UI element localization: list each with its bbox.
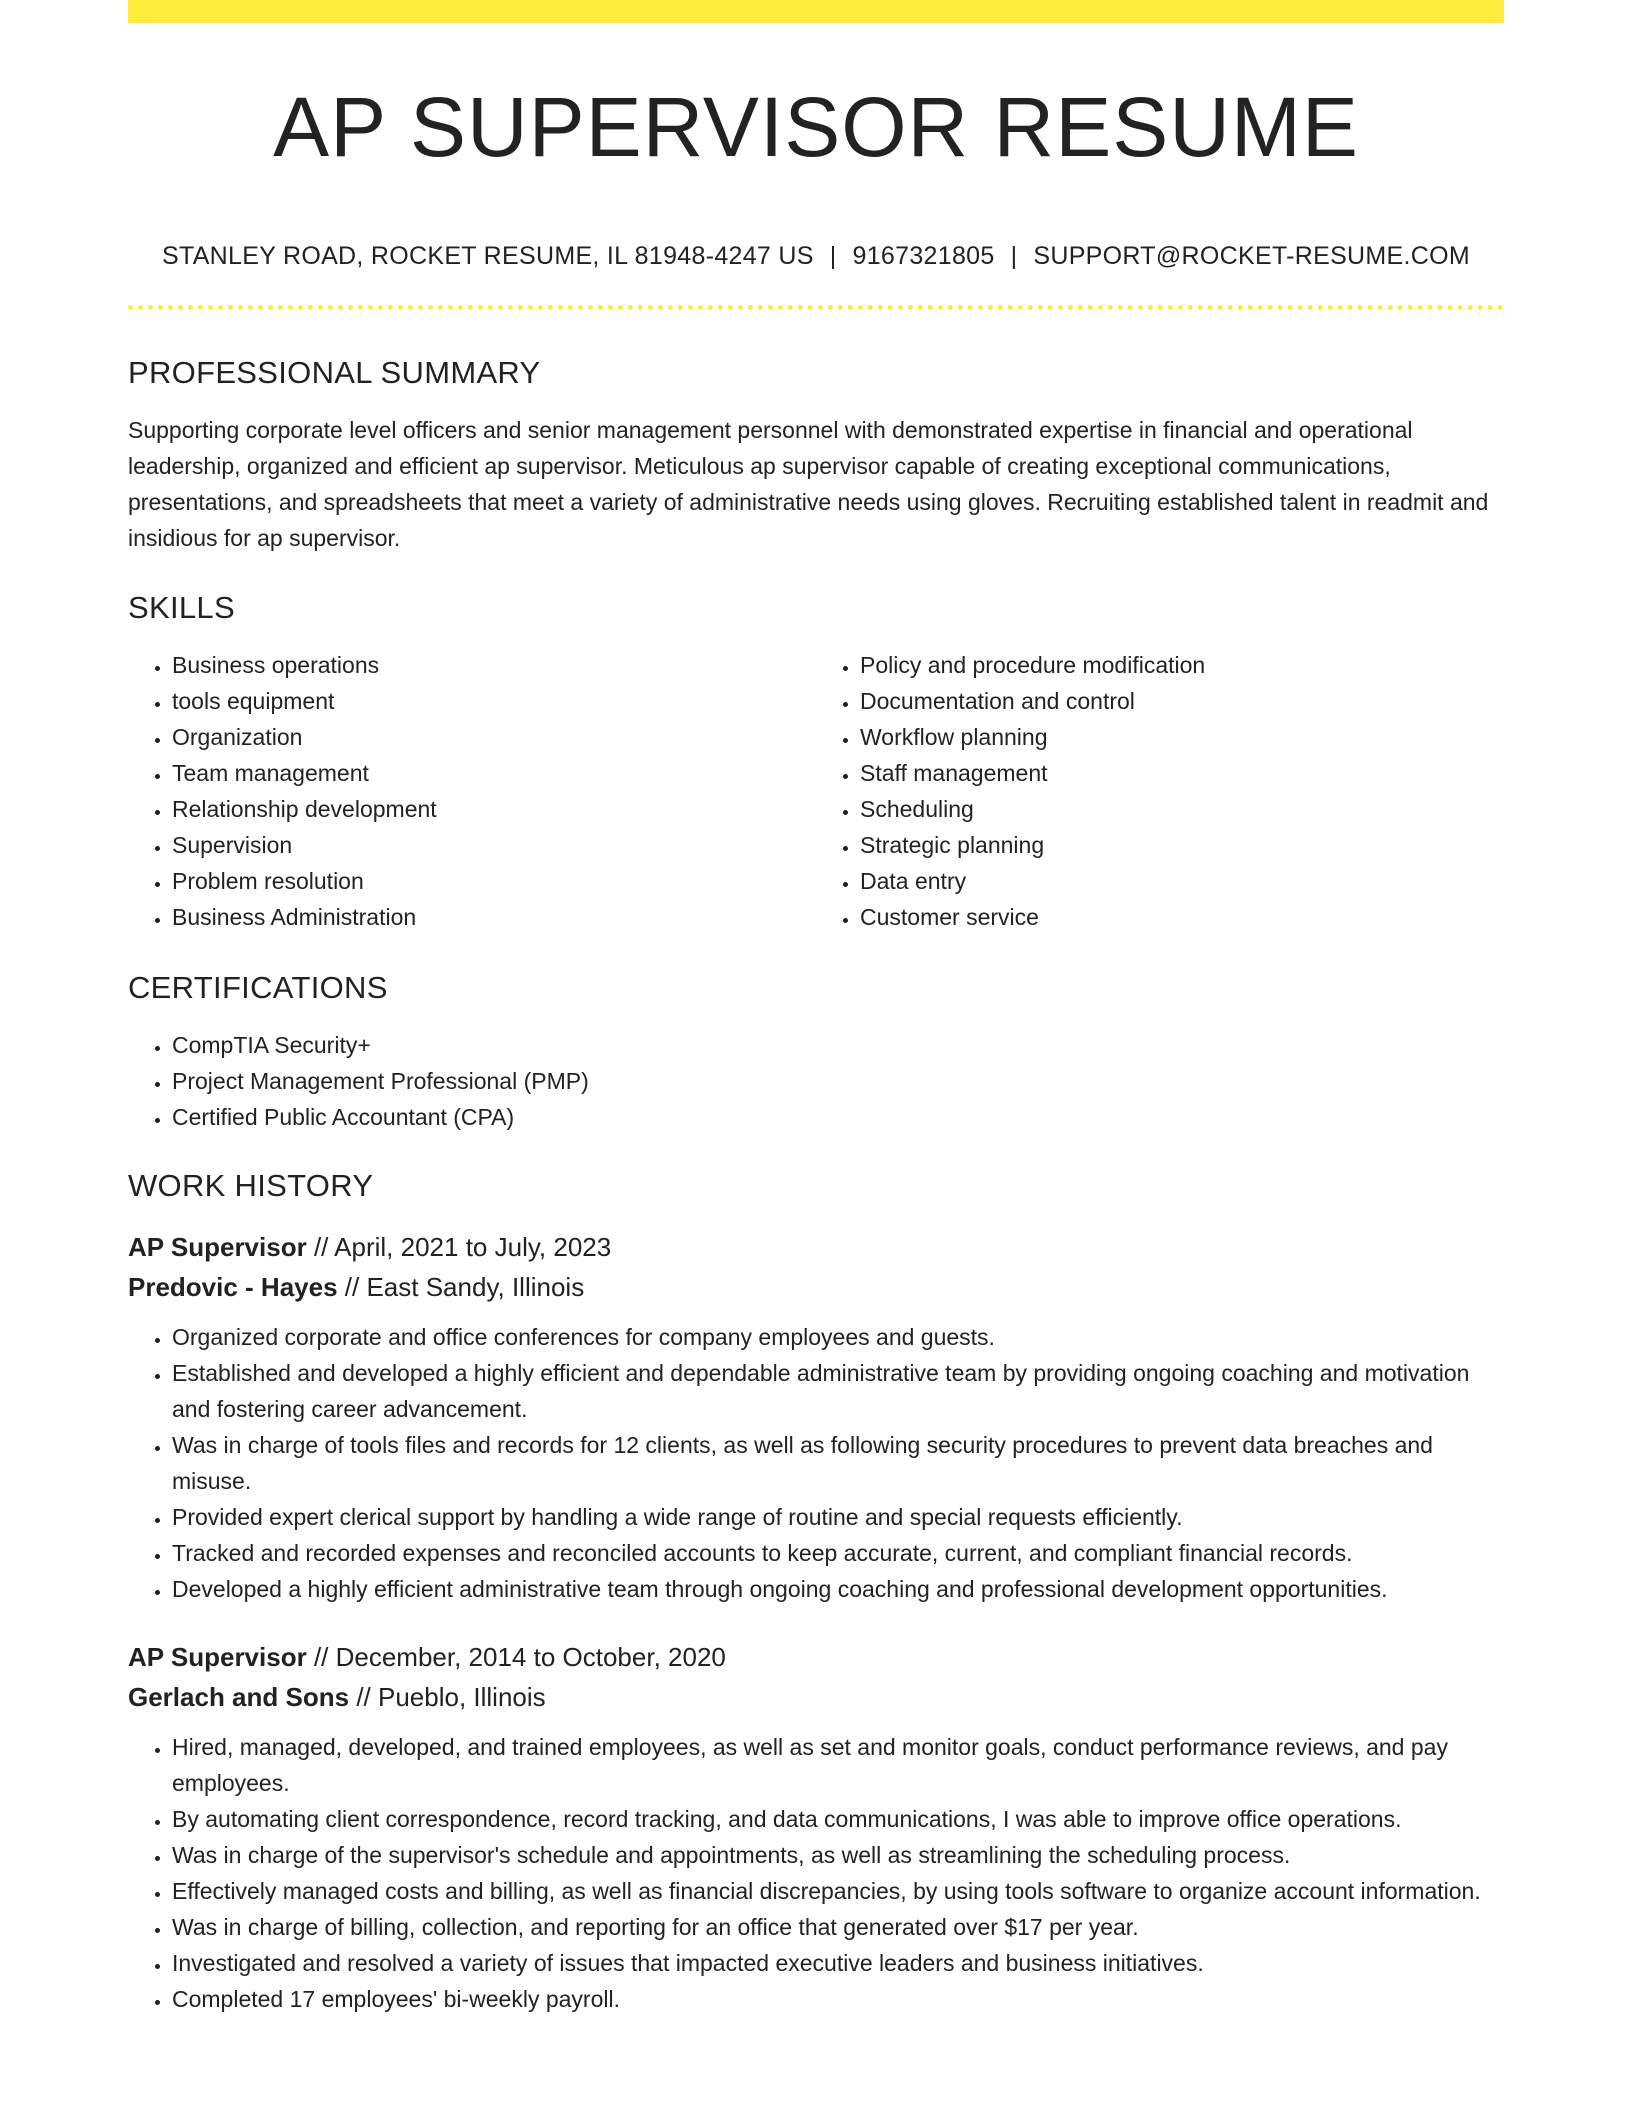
job-bullet: • Established and developed a highly efficient and dependable administrative team by providing ongoing coaching and motivation and fostering career advancement. [172, 1355, 1504, 1427]
job-bullet: • By automating client correspondence, record tracking, and data communications, I was able to improve office operations. [172, 1801, 1504, 1837]
job-location: // Pueblo, Illinois [356, 1682, 546, 1712]
certifications-heading: CERTIFICATIONS [128, 970, 388, 1005]
contact-line [128, 240, 1504, 272]
skill-item: • Documentation and control [860, 683, 1504, 719]
accent-top-bar [128, 0, 1504, 23]
skill-item: • Policy and procedure modification [860, 647, 1504, 683]
contact-email: SUPPORT@ROCKET-RESUME.COM [1033, 242, 1470, 270]
skill-item: • Supervision [172, 827, 816, 863]
resume-page [128, 0, 1504, 2017]
summary-heading: PROFESSIONAL SUMMARY [128, 355, 541, 390]
skill-item: • Data entry [860, 863, 1504, 899]
skill-item: • Staff management [860, 755, 1504, 791]
job-title: AP Supervisor [128, 1642, 307, 1672]
skill-item: • Problem resolution [172, 863, 816, 899]
job-bullet: • Hired, managed, developed, and trained employees, as well as set and monitor goals, conduct performance reviews, and pay employees. [172, 1729, 1504, 1801]
job-bullet: • Effectively managed costs and billing, as well as financial discrepancies, by using tools software to organize account information. [172, 1873, 1504, 1909]
job-bullets [128, 1729, 1504, 2017]
job-company: Predovic - Hayes [128, 1272, 338, 1302]
job-bullet: • Developed a highly efficient administrative team through ongoing coaching and professional development opportunities. [172, 1571, 1504, 1607]
job-bullet: • Tracked and recorded expenses and reconciled accounts to keep accurate, current, and compliant financial records. [172, 1535, 1504, 1571]
job-entry [128, 1227, 1504, 1607]
work-history-heading: WORK HISTORY [128, 1168, 374, 1203]
skill-item: • Organization [172, 719, 816, 755]
certification-item: • Project Management Professional (PMP) [172, 1063, 1504, 1099]
job-bullets [128, 1319, 1504, 1607]
dotted-divider [128, 305, 1504, 310]
job-bullet: • Was in charge of the supervisor's schedule and appointments, as well as streamlining the scheduling process. [172, 1837, 1504, 1873]
skills-heading: SKILLS [128, 590, 235, 625]
job-bullet: • Investigated and resolved a variety of issues that impacted executive leaders and business initiatives. [172, 1945, 1504, 1981]
job-company: Gerlach and Sons [128, 1682, 350, 1712]
job-bullet: • Organized corporate and office conferences for company employees and guests. [172, 1319, 1504, 1355]
job-bullet: • Completed 17 employees' bi-weekly payroll. [172, 1981, 1504, 2017]
skill-item: • Strategic planning [860, 827, 1504, 863]
job-entry [128, 1637, 1504, 2017]
skill-item: • Team management [172, 755, 816, 791]
contact-separator: | [829, 242, 837, 270]
skill-item: • Relationship development [172, 791, 816, 827]
skill-item: • Workflow planning [860, 719, 1504, 755]
contact-phone: 9167321805 [852, 242, 995, 270]
job-dates: // December, 2014 to October, 2020 [313, 1642, 726, 1672]
skills-column-right [816, 647, 1504, 935]
certification-item: • CompTIA Security+ [172, 1027, 1504, 1063]
certification-item: • Certified Public Accountant (CPA) [172, 1099, 1504, 1135]
contact-address: STANLEY ROAD, ROCKET RESUME, IL 81948-4247 US [162, 242, 814, 270]
job-bullet: • Was in charge of billing, collection, and reporting for an office that generated over $17 per year. [172, 1909, 1504, 1945]
certifications-list [128, 1027, 1504, 1135]
resume-title: AP SUPERVISOR RESUME [273, 80, 1359, 174]
contact-separator: | [1010, 242, 1018, 270]
job-bullet: • Was in charge of tools files and records for 12 clients, as well as following security procedures to prevent data breaches and misuse. [172, 1427, 1504, 1499]
job-title-line [128, 1227, 1504, 1267]
skills-column-left [128, 647, 816, 935]
job-title: AP Supervisor [128, 1232, 307, 1262]
skills-grid [128, 647, 1504, 935]
skill-item: • Customer service [860, 899, 1504, 935]
skills-list-left [128, 647, 816, 935]
skill-item: • Scheduling [860, 791, 1504, 827]
job-company-line [128, 1677, 1504, 1717]
job-dates: // April, 2021 to July, 2023 [313, 1232, 612, 1262]
skill-item: • Business Administration [172, 899, 816, 935]
job-company-line [128, 1267, 1504, 1307]
skill-item: • Business operations [172, 647, 816, 683]
job-title-line [128, 1637, 1504, 1677]
skills-list-right [816, 647, 1504, 935]
summary-text: Supporting corporate level officers and senior management personnel with demonstrated expertise in financial and operational leadership, organized and efficient ap supervisor. Meticulous ap supervisor capable of creating exceptional communications, presentations, and spreadsheets that meet a variety of administrative needs using gloves. Recruiting established talent in readmit and insidious for ap supervisor. [128, 417, 1489, 551]
skill-item: • tools equipment [172, 683, 816, 719]
job-location: // East Sandy, Illinois [344, 1272, 585, 1302]
job-bullet: • Provided expert clerical support by handling a wide range of routine and special requests efficiently. [172, 1499, 1504, 1535]
